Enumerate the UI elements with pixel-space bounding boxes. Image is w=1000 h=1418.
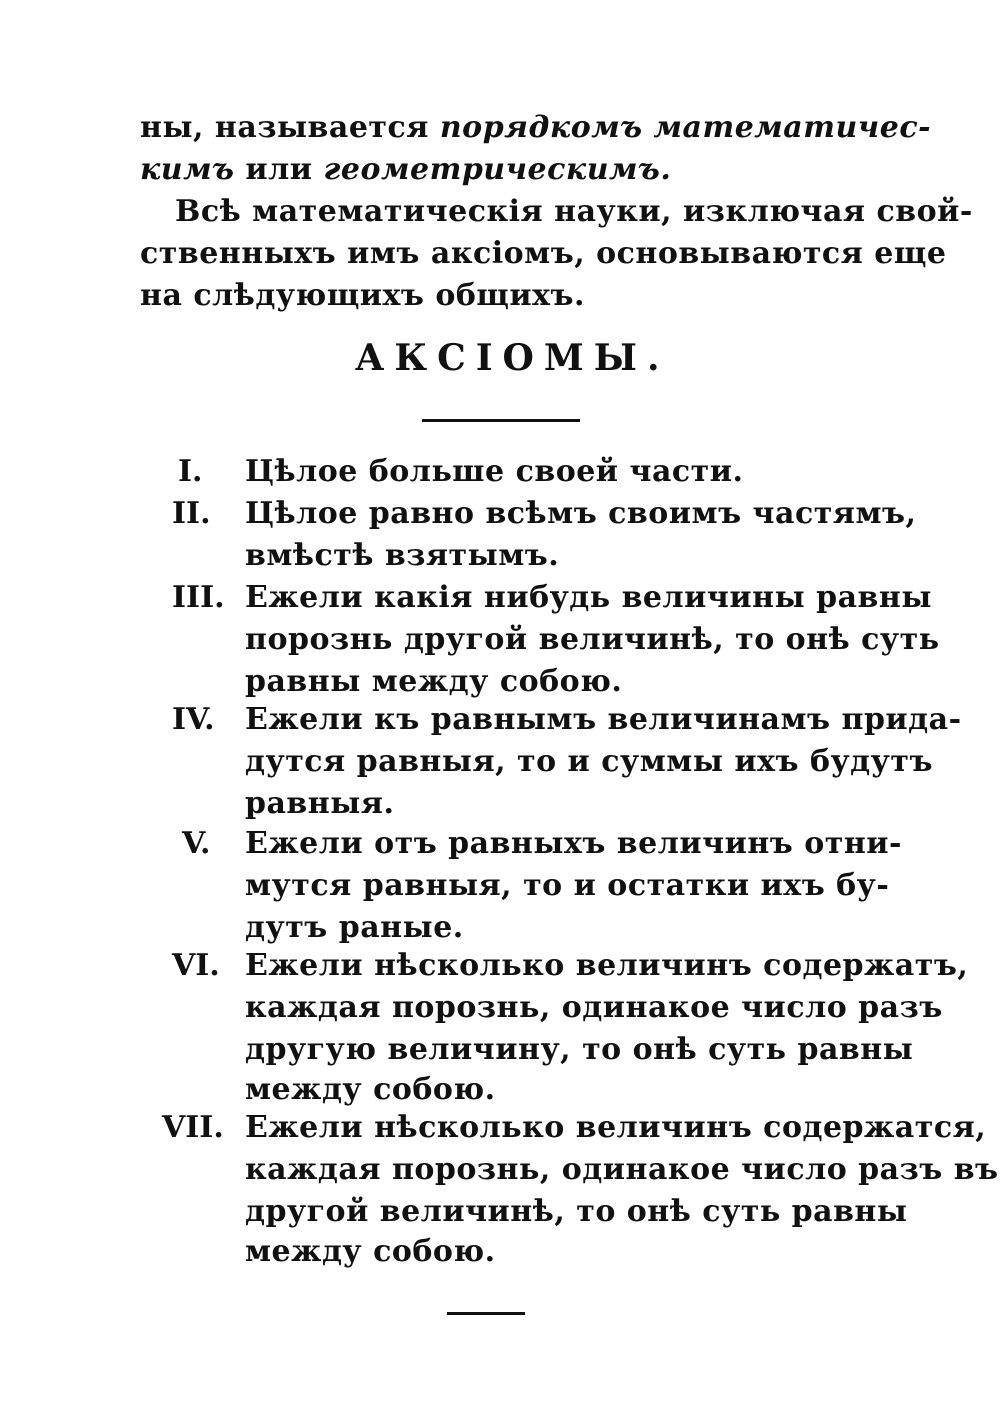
axiom-line: равныя. bbox=[245, 786, 395, 821]
axiom-line: дутся равныя, то и суммы ихъ будутъ bbox=[245, 744, 933, 779]
axiom-line: равны между собою. bbox=[245, 664, 623, 699]
intro-line-5: на слѣдующихъ общихъ. bbox=[140, 278, 585, 313]
axiom-line: Ежели нѣсколько величинъ содержатся, bbox=[245, 1110, 987, 1145]
axiom-number: III. bbox=[172, 580, 225, 615]
end-divider-rule bbox=[447, 1312, 525, 1315]
axiom-number: VII. bbox=[162, 1110, 224, 1145]
axiom-line: между собою. bbox=[245, 1234, 496, 1269]
intro-text: ны, называется bbox=[140, 110, 440, 145]
axiom-number: VI. bbox=[172, 948, 220, 983]
axiom-line: Ежели отъ равныхъ величинъ отни- bbox=[245, 826, 903, 861]
axiom-number: II. bbox=[172, 496, 211, 531]
intro-line-3: Всѣ математическія науки, изключая свой- bbox=[175, 194, 973, 229]
intro-italic-term: кимъ bbox=[140, 152, 235, 187]
axiom-number: V. bbox=[182, 826, 211, 861]
intro-line-1 bbox=[140, 108, 931, 148]
axiom-line: каждая порознь, одинакое число разъ bbox=[245, 990, 943, 1025]
axiom-line: каждая порознь, одинакое число разъ въ bbox=[245, 1152, 999, 1187]
divider-rule bbox=[422, 419, 580, 422]
axiom-line: Цѣлое больше своей части. bbox=[245, 454, 744, 489]
axiom-line: мутся равныя, то и остатки ихъ бу- bbox=[245, 868, 890, 903]
intro-italic-term: геометрическимъ. bbox=[323, 152, 672, 187]
axiom-line: другой величинѣ, то онѣ суть равны bbox=[245, 1194, 908, 1229]
axiom-line: другую величину, то онѣ суть равны bbox=[245, 1032, 914, 1067]
axiom-number: I. bbox=[178, 454, 203, 489]
axiom-line: Ежели къ равнымъ величинамъ прида- bbox=[245, 702, 962, 737]
axiom-line: между собою. bbox=[245, 1072, 496, 1107]
intro-italic-term: порядкомъ математичес- bbox=[439, 110, 932, 145]
axiom-line: Ежели нѣсколько величинъ содержатъ, bbox=[245, 948, 969, 983]
axiom-number: IV. bbox=[172, 702, 215, 737]
axiom-line: дутъ раные. bbox=[245, 910, 464, 945]
intro-text: или bbox=[234, 152, 324, 187]
intro-line-4: ственныхъ имъ аксiомъ, основываются еще bbox=[140, 236, 947, 271]
axiom-line: Цѣлое равно всѣмъ своимъ частямъ, bbox=[245, 496, 917, 531]
axiom-line: порознь другой величинѣ, то онѣ суть bbox=[245, 622, 940, 657]
intro-line-2 bbox=[140, 150, 671, 190]
axiom-line: Ежели какія нибудь величины равны bbox=[245, 580, 932, 615]
axiom-line: вмѣстѣ взятымъ. bbox=[245, 538, 560, 573]
section-heading: АКСIОМЫ. bbox=[355, 337, 670, 379]
